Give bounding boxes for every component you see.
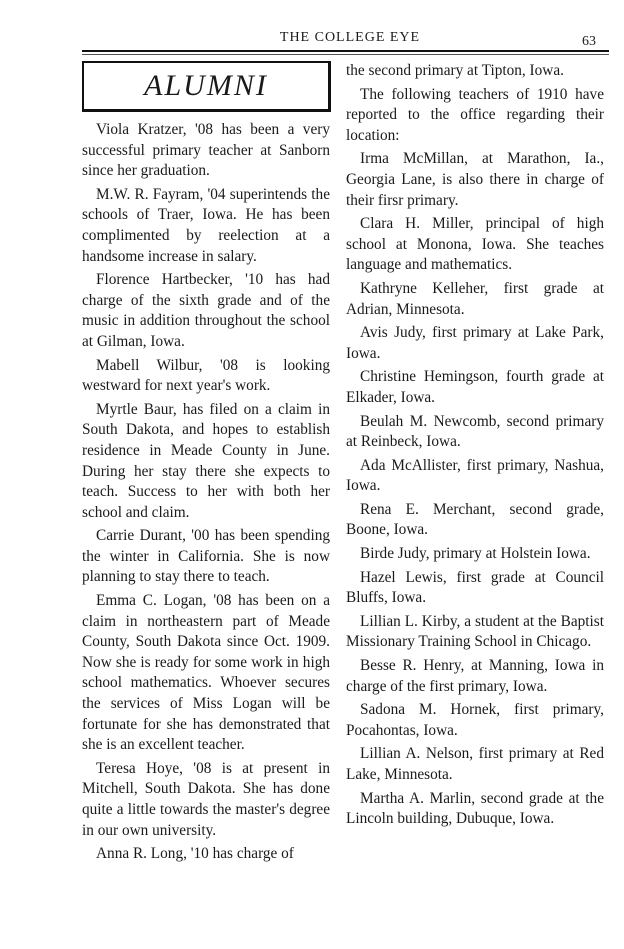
paragraph: Hazel Lewis, first grade at Council Bluffs, Iowa. bbox=[346, 568, 604, 607]
paragraph: Besse R. Henry, at Manning, Iowa in charge of the first primary, Iowa. bbox=[346, 657, 604, 695]
header-rule-thin bbox=[82, 54, 609, 55]
paragraph: Avis Judy, first primary at Lake Park, Iowa. bbox=[346, 324, 604, 362]
running-title: THE COLLEGE EYE bbox=[279, 30, 421, 45]
page-number: 63 bbox=[582, 34, 596, 49]
paragraph: Sadona M. Hornek, first primary, Pocahontas, Iowa. bbox=[346, 701, 604, 739]
paragraph: Irma McMillan, at Marathon, Ia., Georgia Lane, is also there in charge of their firsr primary. bbox=[346, 150, 604, 209]
paragraph: Mabell Wilbur, '08 is looking westward for next year's work. bbox=[82, 356, 330, 395]
paragraph: Ada McAllister, first primary, Nashua, Iowa. bbox=[346, 456, 604, 495]
paragraph: Carrie Durant, '00 has been spending the winter in California. She is now planning to stay there to teach. bbox=[82, 527, 330, 586]
paragraph: Emma C. Logan, '08 has been on a claim in northeastern part of Meade County, South Dakota since Oct. 1909. Now she is ready for some work in high school mathematics. Whoever secures the services of Miss Logan will be fortunate for she has demonstrated that she is an excellent teacher. bbox=[82, 592, 330, 754]
paragraph: Myrtle Baur, has filed on a claim in South Dakota, and hopes to establish residence in Meade County in June. During her stay there she expects to teach. Success to her with both her school and claim. bbox=[82, 400, 330, 521]
paragraph: Birde Judy, primary at Holstein Iowa. bbox=[360, 545, 591, 563]
paragraph: Christine Hemingson, fourth grade at Elkader, Iowa. bbox=[346, 368, 604, 406]
paragraph: Clara H. Miller, principal of high school at Monona, Iowa. She teaches language and mathematics. bbox=[346, 215, 604, 274]
paragraph: M.W. R. Fayram, '04 superintends the schools of Traer, Iowa. He has been complimented by reelection at a handsome increase in salary. bbox=[82, 185, 330, 265]
paragraph: Florence Hartbecker, '10 has had charge of the sixth grade and of the music in addition throughout the school at Gilman, Iowa. bbox=[82, 271, 330, 350]
paragraph: the second primary at Tipton, Iowa. bbox=[346, 62, 564, 79]
right-column bbox=[346, 61, 604, 833]
paragraph: Lillian L. Kirby, a student at the Baptist Missionary Training School in Chicago. bbox=[346, 612, 604, 651]
header-rule bbox=[82, 50, 609, 52]
paragraph: The following teachers of 1910 have reported to the office regarding their location: bbox=[346, 85, 604, 144]
section-title: ALUMNI bbox=[144, 69, 268, 102]
paragraph: Viola Kratzer, '08 has been a very successful primary teacher at Sanborn since her graduation. bbox=[82, 121, 330, 180]
paragraph: Anna R. Long, '10 has charge of bbox=[96, 845, 294, 863]
paragraph: Rena E. Merchant, second grade, Boone, Iowa. bbox=[346, 500, 604, 539]
paragraph: Martha A. Marlin, second grade at the Lincoln building, Dubuque, Iowa. bbox=[346, 789, 604, 828]
paragraph: Lillian A. Nelson, first primary at Red Lake, Minnesota. bbox=[346, 745, 604, 783]
paragraph: Kathryne Kelleher, first grade at Adrian, Minnesota. bbox=[346, 279, 604, 318]
paragraph: Beulah M. Newcomb, second primary at Reinbeck, Iowa. bbox=[346, 412, 604, 451]
paragraph: Teresa Hoye, '08 is at present in Mitchell, South Dakota. She has done quite a little towards the master's degree in our own university. bbox=[82, 759, 330, 839]
section-title-box bbox=[82, 61, 331, 112]
left-column bbox=[82, 120, 330, 868]
